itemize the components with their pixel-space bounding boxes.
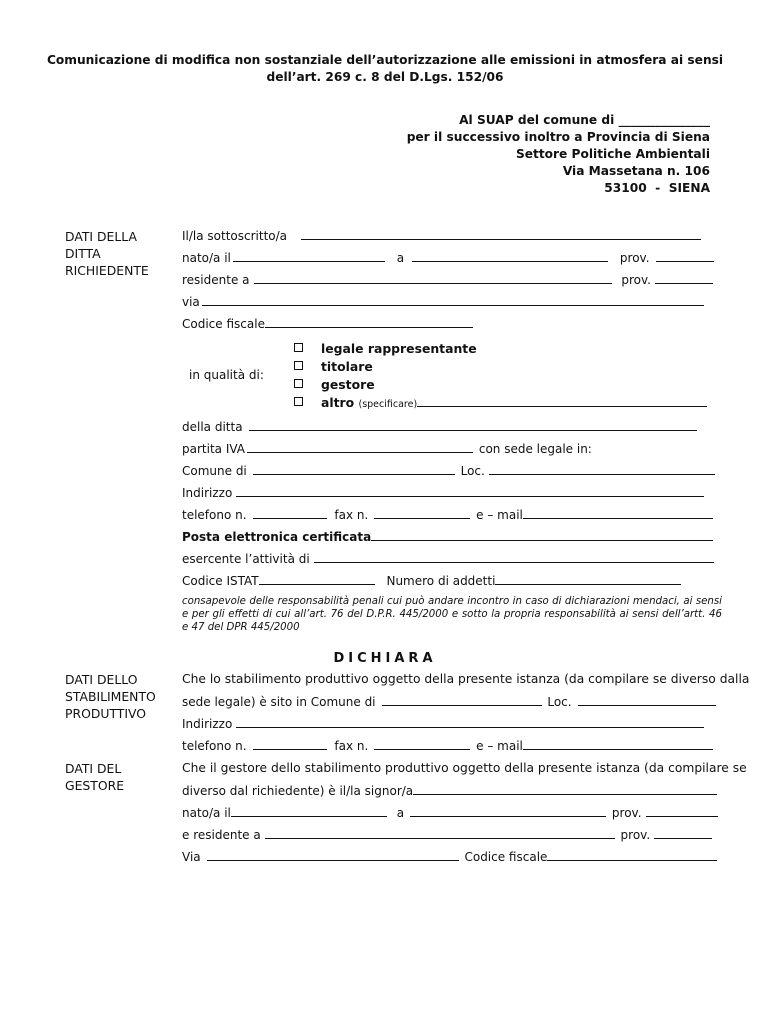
label-loc: Loc.: [460, 464, 485, 478]
field-gestore-residenza[interactable]: [265, 827, 615, 839]
field-gestore-via[interactable]: [207, 849, 459, 861]
document-title-line1: Comunicazione di modifica non sostanziale dell’autorizzazione alle emissioni in atmosfera ai sensi: [46, 53, 724, 67]
row-esercente: [182, 551, 716, 567]
option-titolare[interactable]: titolare: [294, 359, 373, 375]
row-stabilimento-comune: [182, 694, 718, 710]
row-stabilimento-indirizzo: [182, 716, 706, 732]
option-altro[interactable]: altro (specificare): [294, 395, 709, 413]
label-esercente: esercente l’attività di: [182, 552, 310, 566]
section-label-gestore: DATI DEL GESTORE: [65, 761, 125, 793]
field-indirizzo[interactable]: [236, 485, 704, 497]
checkbox-icon: [294, 397, 303, 406]
label-stabilimento-indirizzo: Indirizzo: [182, 717, 233, 731]
field-gestore-data-nascita[interactable]: [231, 805, 387, 817]
recipient-line1: Al SUAP del comune di _______________: [459, 113, 710, 127]
label-gestore-via: Via: [182, 850, 201, 864]
row-gestore-via: [182, 849, 719, 865]
declaration-note: consapevole delle responsabilità penali cui può andare incontro in caso di dichiarazioni mendaci, ai sensi e per gli effetti di cui all’art. 76 del D.P.R. 445/2000 e sotto la propria responsabilità ai sensi dell’artt. 46 e 47 del DPR 445/2000: [182, 596, 722, 633]
field-luogo-nascita[interactable]: [412, 250, 608, 262]
label-pec: Posta elettronica certificata: [182, 530, 372, 544]
row-comune: [182, 463, 717, 479]
label-gestore-codice-fiscale: Codice fiscale: [464, 850, 548, 864]
label-a: a: [396, 251, 405, 265]
row-nascita: [182, 250, 716, 266]
field-gestore-prov-nascita[interactable]: [646, 805, 718, 817]
option-gestore[interactable]: gestore: [294, 377, 375, 393]
label-gestore-prov-residenza: prov.: [620, 828, 651, 842]
field-comune[interactable]: [253, 463, 455, 475]
row-stabilimento-contatti: [182, 738, 715, 754]
row-indirizzo: [182, 485, 706, 501]
document-title-line2: dell’art. 269 c. 8 del D.Lgs. 152/06: [266, 70, 504, 84]
label-sede-comune: sede legale) è sito in Comune di: [182, 695, 376, 709]
field-prov-nascita[interactable]: [656, 250, 714, 262]
label-stabilimento-loc: Loc.: [547, 695, 572, 709]
field-stabilimento-comune[interactable]: [382, 694, 542, 706]
field-residenza[interactable]: [254, 272, 612, 284]
row-contatti: [182, 507, 715, 523]
label-residente: residente a: [182, 273, 250, 287]
field-codice-fiscale[interactable]: [265, 316, 473, 328]
row-codice-fiscale: [182, 316, 475, 332]
label-nato-il: nato/a il: [182, 251, 231, 265]
field-fax[interactable]: [374, 507, 470, 519]
label-indirizzo: Indirizzo: [182, 486, 233, 500]
row-partita-iva: [182, 441, 592, 457]
recipient-line3: Settore Politiche Ambientali: [515, 147, 710, 161]
checkbox-icon: [294, 361, 303, 370]
label-della-ditta: della ditta: [182, 420, 243, 434]
label-prov: prov.: [619, 251, 650, 265]
field-gestore-nome[interactable]: [413, 783, 717, 795]
row-sottoscritto: [182, 228, 703, 244]
row-pec: [182, 529, 715, 545]
label-numero-addetti: Numero di addetti: [386, 574, 496, 588]
label-prov-residenza: prov.: [621, 273, 651, 287]
label-gestore-signore: diverso dal richiedente) è il/la signor/a: [182, 784, 414, 798]
label-sede-legale: con sede legale in:: [478, 442, 592, 456]
label-stabilimento-telefono: telefono n.: [182, 739, 247, 753]
row-della-ditta: [182, 419, 699, 435]
label-comune-di: Comune di: [182, 464, 247, 478]
field-data-nascita[interactable]: [233, 250, 385, 262]
label-partita-iva: partita IVA: [182, 442, 246, 456]
field-email[interactable]: [523, 507, 713, 519]
field-numero-addetti[interactable]: [495, 573, 681, 585]
stabilimento-line1: Che lo stabilimento produttivo oggetto della presente istanza (da compilare se diverso dalla: [182, 672, 750, 686]
label-telefono: telefono n.: [182, 508, 247, 522]
field-della-ditta[interactable]: [249, 419, 697, 431]
field-stabilimento-fax[interactable]: [374, 738, 470, 750]
field-gestore-luogo-nascita[interactable]: [410, 805, 606, 817]
label-stabilimento-fax: fax n.: [334, 739, 369, 753]
label-via: via: [182, 295, 200, 309]
label-fax: fax n.: [334, 508, 369, 522]
row-gestore-signore: [182, 783, 719, 799]
field-stabilimento-email[interactable]: [523, 738, 713, 750]
row-gestore-nascita: [182, 805, 720, 821]
label-in-qualita: in qualità di:: [189, 368, 264, 382]
label-sottoscritto: Il/la sottoscritto/a: [182, 229, 288, 243]
field-codice-istat[interactable]: [259, 573, 375, 585]
field-sottoscritto[interactable]: [301, 228, 701, 240]
field-gestore-prov-residenza[interactable]: [654, 827, 712, 839]
field-prov-residenza[interactable]: [655, 272, 713, 284]
field-gestore-codice-fiscale[interactable]: [547, 849, 717, 861]
label-codice-istat: Codice ISTAT: [182, 574, 259, 588]
section-label-stabilimento: DATI DELLO STABILIMENTO PRODUTTIVO: [65, 672, 156, 721]
field-partita-iva[interactable]: [247, 441, 473, 453]
field-telefono[interactable]: [253, 507, 327, 519]
field-altro-specificare[interactable]: [417, 395, 707, 407]
section-label-ditta: DATI DELLA DITTA RICHIEDENTE: [65, 229, 149, 278]
field-stabilimento-telefono[interactable]: [253, 738, 327, 750]
dichiara-heading: DICHIARA: [333, 651, 437, 666]
label-gestore-a: a: [396, 806, 405, 820]
gestore-line1: Che il gestore dello stabilimento produttivo oggetto della presente istanza (da compilare se: [182, 761, 747, 775]
recipient-line4: Via Massetana n. 106: [562, 164, 710, 178]
checkbox-icon: [294, 343, 303, 352]
recipient-line2: per il successivo inoltro a Provincia di Siena: [406, 130, 710, 144]
label-email: e – mail: [476, 508, 523, 522]
label-codice-fiscale: Codice fiscale: [182, 317, 265, 331]
option-legale-rappresentante[interactable]: legale rappresentante: [294, 341, 477, 357]
field-stabilimento-loc[interactable]: [578, 694, 716, 706]
label-gestore-prov: prov.: [611, 806, 642, 820]
checkbox-icon: [294, 379, 303, 388]
field-attivita[interactable]: [314, 551, 714, 563]
label-stabilimento-email: e – mail: [476, 739, 523, 753]
recipient-line5: 53100 - SIENA: [604, 181, 710, 195]
row-via: [182, 294, 706, 310]
field-pec[interactable]: [371, 529, 713, 541]
row-istat: [182, 573, 683, 589]
label-gestore-nato-il: nato/a il: [182, 806, 231, 820]
row-gestore-residenza: [182, 827, 714, 843]
row-residenza: [182, 272, 715, 288]
field-stabilimento-indirizzo[interactable]: [236, 716, 704, 728]
field-loc[interactable]: [489, 463, 715, 475]
label-gestore-residente: e residente a: [182, 828, 261, 842]
field-via[interactable]: [202, 294, 704, 306]
